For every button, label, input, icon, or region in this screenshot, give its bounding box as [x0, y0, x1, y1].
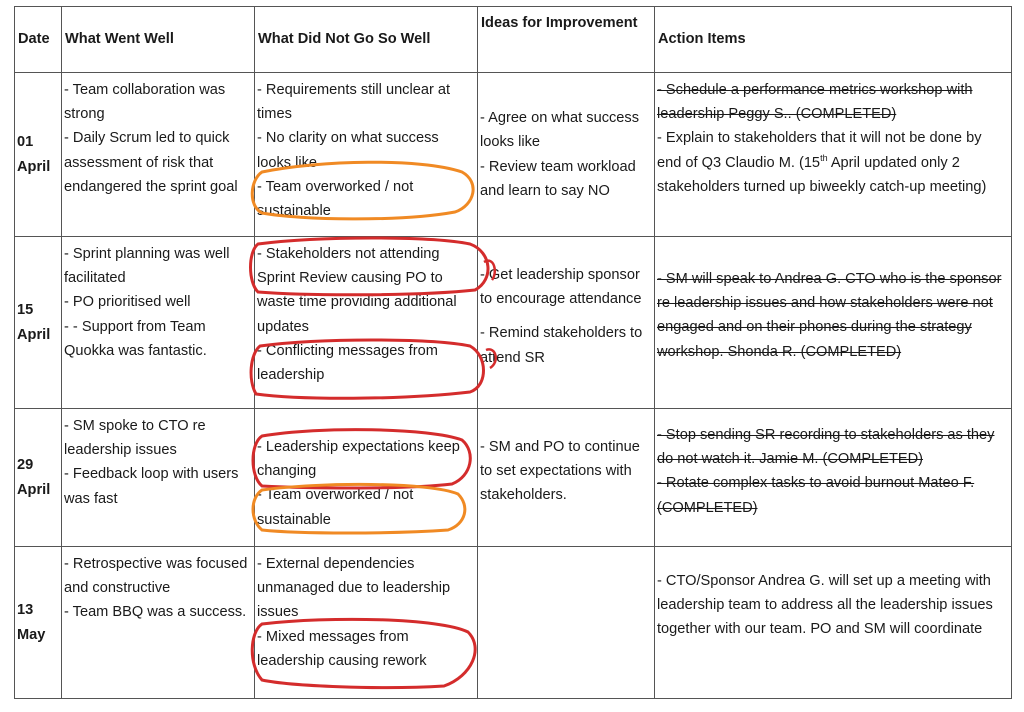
list-item: - Team BBQ was a success.: [64, 604, 247, 621]
went-well-cell: [62, 73, 255, 237]
list-item: - External dependencies unmanaged due to leadership issues: [257, 556, 451, 621]
action-item: - Schedule a performance metrics workshop with leadership Peggy S.. (COMPLETED): [657, 82, 973, 123]
list-item: - Requirements still unclear at times: [257, 82, 451, 123]
went-well-cell: [62, 237, 255, 409]
actions-cell: [655, 409, 1012, 547]
date-day: 15: [17, 302, 34, 319]
list-item: - Mixed messages from leadership causing rework: [257, 628, 427, 669]
not-well-cell: [255, 237, 478, 409]
header-date: Date: [15, 7, 62, 73]
list-item: - - Support from Team Quokka was fantastic.: [64, 318, 207, 359]
ideas-cell: [478, 409, 655, 547]
date-cell: [15, 547, 62, 699]
list-item: - Retrospective was focused and constructive: [64, 556, 248, 597]
list-item: - Agree on what success looks like: [480, 110, 639, 151]
actions-cell: [655, 237, 1012, 409]
date-cell: [15, 237, 62, 409]
date-month: May: [17, 626, 46, 643]
header-not-well: What Did Not Go So Well: [255, 7, 478, 73]
list-item: - Feedback loop with users was fast: [64, 466, 239, 507]
date-month: April: [17, 481, 51, 498]
ideas-cell: [478, 547, 655, 699]
table-row: [15, 237, 1012, 409]
list-item: - Review team workload and learn to say NO: [480, 158, 636, 199]
action-item: - Explain to stakeholders that it will not be done by end of Q3 Claudio M. (15th April updated only 2 stakeholders turned up biweekly catch-up meeting): [657, 130, 987, 195]
retrospective-table: [14, 6, 1012, 699]
action-item: - CTO/Sponsor Andrea G. will set up a meeting with leadership team to address all the leadership issues together with our team. PO and SM will coordinate: [657, 573, 993, 638]
not-well-cell: [255, 547, 478, 699]
list-item: - Remind stakeholders to attend SR: [480, 325, 643, 366]
action-item: - Stop sending SR recording to stakeholders as they do not watch it. Jamie M. (COMPLETED): [657, 427, 995, 468]
list-item: - PO prioritised well: [64, 294, 191, 311]
action-item: - SM will speak to Andrea G. CTO who is the sponsor re leadership issues and how stakeholders were not engaged and on their phones during the strategy workshop. Shonda R. (COMPLETED): [657, 271, 1002, 360]
header-row: [15, 7, 1012, 73]
not-well-cell: [255, 73, 478, 237]
date-cell: [15, 409, 62, 547]
table-row: [15, 547, 1012, 699]
list-item: - Team overworked / not sustainable: [257, 178, 414, 220]
list-item: - Get leadership sponsor to encourage attendance: [480, 267, 642, 308]
header-went-well: What Went Well: [62, 7, 255, 73]
date-month: April: [17, 326, 51, 343]
ideas-cell: [478, 237, 655, 409]
table-row: [15, 73, 1012, 237]
date-day: 29: [17, 457, 34, 474]
header-actions: Action Items: [655, 7, 1012, 73]
list-item: - No clarity on what success looks like: [257, 130, 439, 171]
date-day: 13: [17, 602, 34, 619]
date-cell: [15, 73, 62, 237]
list-item: - Sprint planning was well facilitated: [64, 246, 230, 287]
list-item: - SM spoke to CTO re leadership issues: [64, 418, 206, 459]
date-month: April: [17, 158, 51, 175]
actions-cell: [655, 547, 1012, 699]
list-item: - Stakeholders not attending Sprint Review causing PO to waste time providing additional updates: [257, 246, 457, 335]
actions-cell: [655, 73, 1012, 237]
list-item: - Team overworked / not sustainable: [257, 487, 414, 528]
action-item: - Rotate complex tasks to avoid burnout Mateo F.(COMPLETED): [657, 475, 975, 516]
list-item: - Leadership expectations keep changing: [257, 439, 460, 480]
ideas-cell: [478, 73, 655, 237]
went-well-cell: [62, 547, 255, 699]
list-item: - Conflicting messages from leadership: [257, 342, 438, 384]
list-item: - Daily Scrum led to quick assessment of risk that endangered the sprint goal: [64, 130, 238, 195]
list-item: - Team collaboration was strong: [64, 82, 226, 123]
not-well-cell: [255, 409, 478, 547]
table-row: [15, 409, 1012, 547]
went-well-cell: [62, 409, 255, 547]
header-ideas: Ideas for Improvement: [478, 7, 655, 73]
list-item: - SM and PO to continue to set expectations with stakeholders.: [480, 439, 640, 504]
date-day: 01: [17, 134, 34, 151]
